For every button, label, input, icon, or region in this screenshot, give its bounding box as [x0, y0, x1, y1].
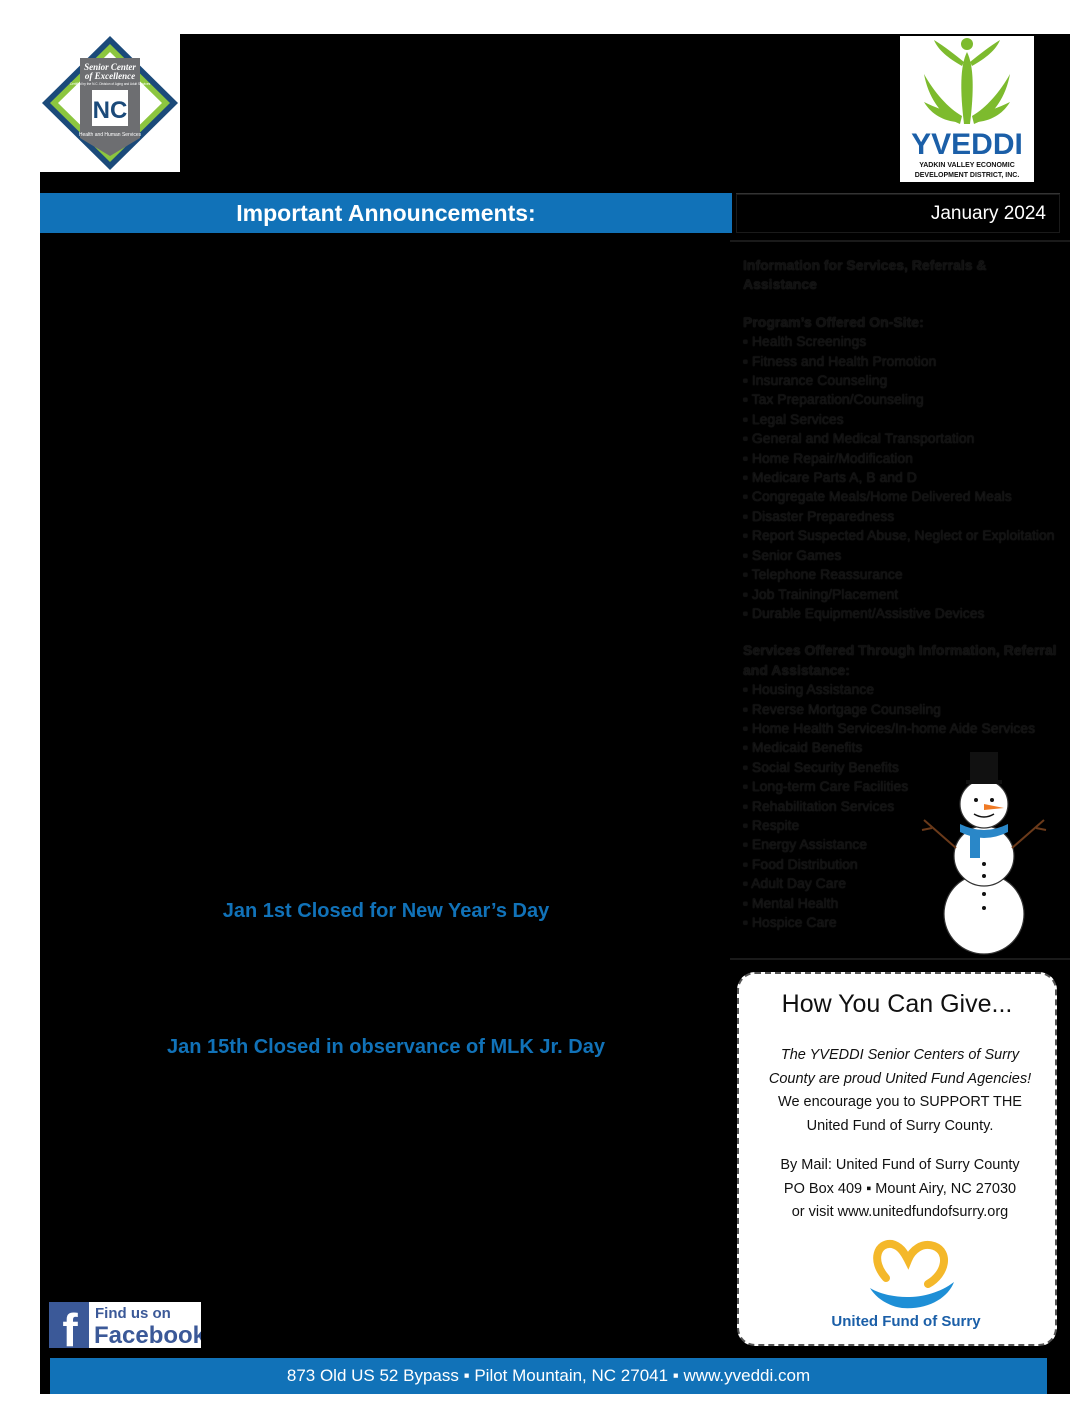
- announcement-new-years: Jan 1st Closed for New Year’s Day: [222, 900, 550, 922]
- yveddi-name: YVEDDI: [911, 128, 1023, 161]
- services-intro: Information for Services, Referrals & Assistance: [743, 257, 987, 293]
- give-italic-line2: County are proud United Fund Agencies!: [768, 1070, 1032, 1087]
- list-item: ▪ Job Training/Placement: [743, 585, 1063, 604]
- nc-badge-bottom: Health and Human Services: [78, 132, 142, 138]
- list-item: ▪ Home Repair/Modification: [743, 449, 1063, 468]
- give-mail-line3[interactable]: or visit www.unitedfundofsurry.org: [791, 1204, 1009, 1220]
- yveddi-line2: DEVELOPMENT DISTRICT, INC.: [914, 172, 1020, 179]
- list-item: ▪ Medicaid Benefits: [743, 738, 1063, 757]
- list-item: ▪ Medicare Parts A, B and D: [743, 468, 1063, 487]
- list-item: ▪ Adult Day Care: [743, 874, 1063, 893]
- list-item: ▪ Energy Assistance: [743, 835, 1063, 854]
- snowman-illustration: [918, 748, 1050, 956]
- list-item: ▪ Report Suspected Abuse, Neglect or Exploitation: [743, 526, 1063, 545]
- list-item: ▪ Home Health Services/In-home Aide Services: [743, 719, 1063, 738]
- list-item: ▪ Senior Games: [743, 546, 1063, 565]
- united-fund-logo-text: United Fund of Surry: [831, 1313, 981, 1330]
- list-item: ▪ Mental Health: [743, 894, 1063, 913]
- give-mail-line2: PO Box 409 ▪ Mount Airy, NC 27030: [783, 1180, 1017, 1197]
- list-item: ▪ Food Distribution: [743, 855, 1063, 874]
- list-item: ▪ Hospice Care: [743, 913, 1063, 932]
- list-item: ▪ Fitness and Health Promotion: [743, 352, 1063, 371]
- footer-address: 873 Old US 52 Bypass ▪ Pilot Mountain, NC 27041 ▪ www.yveddi.com: [50, 1358, 1047, 1394]
- list-item: ▪ Disaster Preparedness: [743, 507, 1063, 526]
- list-item: ▪ Housing Assistance: [743, 680, 1063, 699]
- sidebar-divider-bottom: [730, 958, 1070, 960]
- list-item: ▪ Rehabilitation Services: [743, 797, 1063, 816]
- nc-badge-line2: of Excellence: [84, 71, 136, 81]
- referral-heading: Services Offered Through Information, Referral and Assistance:: [743, 642, 1057, 678]
- list-item: ▪ Social Security Benefits: [743, 758, 1063, 777]
- facebook-line2: Facebook: [94, 1322, 201, 1348]
- give-title: How You Can Give...: [781, 990, 1013, 1018]
- nc-badge-mark: NC: [92, 97, 128, 124]
- yveddi-line1: YADKIN VALLEY ECONOMIC: [919, 162, 1015, 169]
- give-line4: United Fund of Surry County.: [806, 1117, 994, 1134]
- give-body: [750, 1044, 1050, 1225]
- list-item: ▪ Health Screenings: [743, 332, 1063, 351]
- onsite-heading: Program’s Offered On-Site:: [743, 313, 924, 330]
- list-item: ▪ Tax Preparation/Counseling: [743, 390, 1063, 409]
- list-item: ▪ Insurance Counseling: [743, 371, 1063, 390]
- list-item: ▪ Long-term Care Facilities: [743, 777, 1063, 796]
- nc-senior-center-logo: [40, 34, 180, 172]
- announcements-title: Important Announcements:: [40, 193, 732, 233]
- list-item: ▪ General and Medical Transportation: [743, 429, 1063, 448]
- facebook-icon: f: [62, 1304, 78, 1348]
- list-item: ▪ Respite: [743, 816, 1063, 835]
- onsite-list: [743, 332, 1063, 623]
- list-item: ▪ Reverse Mortgage Counseling: [743, 700, 1063, 719]
- united-fund-logo: [830, 1238, 990, 1334]
- facebook-badge[interactable]: [49, 1302, 201, 1348]
- facebook-line1: Find us on: [95, 1305, 171, 1322]
- nc-badge-line1: Senior Center: [84, 62, 136, 72]
- announcement-mlk-day: Jan 15th Closed in observance of MLK Jr. Day: [167, 1036, 605, 1058]
- list-item: ▪ Durable Equipment/Assistive Devices: [743, 604, 1063, 623]
- newsletter-date: January 2024: [736, 193, 1060, 233]
- yveddi-logo: [900, 36, 1034, 182]
- give-line3: We encourage you to SUPPORT THE: [778, 1094, 1022, 1110]
- sidebar-divider-top: [730, 240, 1070, 242]
- list-item: ▪ Legal Services: [743, 410, 1063, 429]
- list-item: ▪ Telephone Reassurance: [743, 565, 1063, 584]
- list-item: ▪ Congregate Meals/Home Delivered Meals: [743, 487, 1063, 506]
- give-italic-line1: The YVEDDI Senior Centers of Surry: [780, 1047, 1020, 1063]
- give-mail-line1: By Mail: United Fund of Surry County: [780, 1157, 1020, 1173]
- nc-badge-small: Certified by the N.C. Division of Aging and Adult Services: [69, 82, 151, 86]
